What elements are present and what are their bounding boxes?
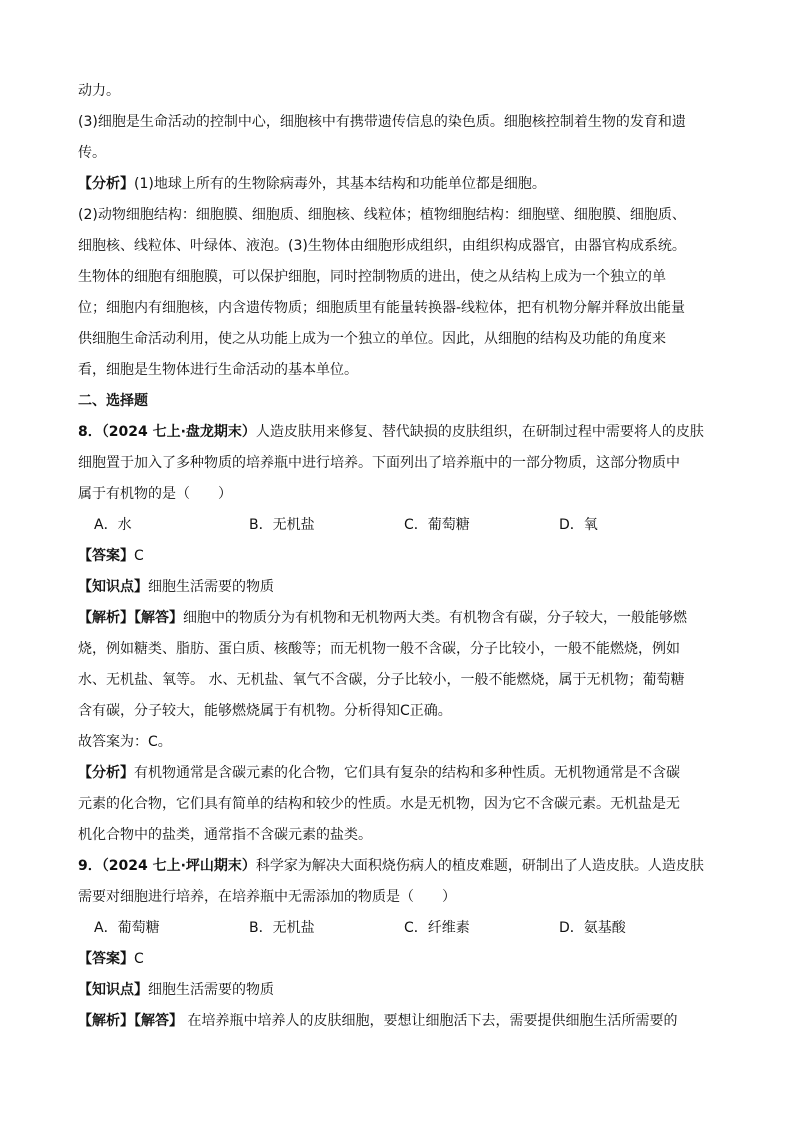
question-source: （2024 七上·坪山期末） <box>101 858 256 874</box>
option-a: A．葡萄糖 <box>94 920 160 936</box>
explanation-label: 【解析】【解答】 <box>78 610 183 626</box>
analysis-paragraph <box>78 758 718 789</box>
section-title: 二、选择题 <box>78 393 148 409</box>
option-b: B．无机盐 <box>249 517 315 533</box>
text-line: 传。 <box>78 145 106 161</box>
answer-label: 【答案】 <box>78 951 134 967</box>
option-d: D．氨基酸 <box>559 920 626 936</box>
text-line: 属于有机物的是（ ） <box>78 486 232 502</box>
final-answer: 故答案为：C。 <box>78 734 172 750</box>
text-line: 含有碳，分子较大，能够燃烧属于有机物。分析得知C正确。 <box>78 703 452 719</box>
question-source: （2024 七上·盘龙期末） <box>101 424 256 440</box>
text-span: 在培养瓶中培养人的皮肤细胞，要想让细胞活下去，需要提供细胞生活所需要的 <box>183 1013 678 1029</box>
analysis-label: 【分析】 <box>78 176 134 192</box>
answer-label: 【答案】 <box>78 548 134 564</box>
text-line: 需要对细胞进行培养，在培养瓶中无需添加的物质是（ ） <box>78 889 456 905</box>
text-span: (1)地球上所有的生物除病毒外，其基本结构和功能单位都是细胞。 <box>134 176 546 192</box>
text-line: 水、无机盐、氧等。 水、无机盐、氧气不含碳，分子比较小，一般不能燃烧，属于无机物；葡萄糖 <box>78 672 685 688</box>
answer-line <box>78 944 718 975</box>
question-number: 9． <box>78 858 102 874</box>
text-line: 机化合物中的盐类，通常指不含碳元素的盐类。 <box>78 827 372 843</box>
text-line: 位；细胞内有细胞核，内含遗传物质；细胞质里有能量转换器-线粒体，把有机物分解并释放出能量 <box>78 300 686 316</box>
answer-value: C <box>134 548 144 564</box>
analysis-label: 【分析】 <box>78 765 134 781</box>
option-c: C．葡萄糖 <box>404 517 470 533</box>
document-body <box>78 76 718 1037</box>
knowledge-point-value: 细胞生活需要的物质 <box>148 579 274 595</box>
option-a: A．水 <box>94 517 132 533</box>
explanation-paragraph <box>78 603 718 634</box>
analysis-paragraph <box>78 169 718 200</box>
question-8-stem <box>78 417 718 448</box>
text-span: 有机物通常是含碳元素的化合物，它们具有复杂的结构和多种性质。无机物通常是不含碳 <box>134 765 680 781</box>
knowledge-point-line <box>78 975 718 1006</box>
question-8-options <box>78 510 718 541</box>
text-line: (3)细胞是生命活动的控制中心，细胞核中有携带遗传信息的染色质。细胞核控制着生物的发育和遗 <box>78 114 686 130</box>
answer-value: C <box>134 951 144 967</box>
knowledge-point-line <box>78 572 718 603</box>
explanation-label: 【解析】【解答】 <box>78 1013 183 1029</box>
option-b: B．无机盐 <box>249 920 315 936</box>
answer-line <box>78 541 718 572</box>
text-line: 动力。 <box>78 83 120 99</box>
text-line: 烧，例如糖类、脂肪、蛋白质、核酸等；而无机物一般不含碳，分子比较小，一般不能燃烧，例如 <box>78 641 680 657</box>
text-span: 人造皮肤用来修复、替代缺损的皮肤组织，在研制过程中需要将人的皮肤 <box>255 424 704 440</box>
option-c: C．纤维素 <box>404 920 470 936</box>
option-d: D．氧 <box>559 517 598 533</box>
text-line: 元素的化合物，它们具有简单的结构和较少的性质。水是无机物，因为它不含碳元素。无机盐是无 <box>78 796 680 812</box>
text-line: 细胞核、线粒体、叶绿体、液泡。(3)生物体由细胞形成组织，由组织构成器官，由器官构成系统。 <box>78 238 686 254</box>
text-line: 看，细胞是生物体进行生命活动的基本单位。 <box>78 362 358 378</box>
text-line: 生物体的细胞有细胞膜，可以保护细胞，同时控制物质的进出，使之从结构上成为一个独立的单 <box>78 269 666 285</box>
question-number: 8． <box>78 424 102 440</box>
knowledge-point-label: 【知识点】 <box>78 982 148 998</box>
explanation-paragraph <box>78 1006 718 1037</box>
text-line: (2)动物细胞结构：细胞膜、细胞质、细胞核、线粒体；植物细胞结构：细胞壁、细胞膜、细胞质、 <box>78 207 686 223</box>
question-9-options <box>78 913 718 944</box>
text-span: 科学家为解决大面积烧伤病人的植皮难题，研制出了人造皮肤。人造皮肤 <box>255 858 704 874</box>
question-9-stem <box>78 851 718 882</box>
text-span: 细胞中的物质分为有机物和无机物两大类。有机物含有碳，分子较大，一般能够燃 <box>183 610 687 626</box>
knowledge-point-value: 细胞生活需要的物质 <box>148 982 274 998</box>
text-line: 供细胞生命活动利用，使之从功能上成为一个独立的单位。因此，从细胞的结构及功能的角度来 <box>78 331 666 347</box>
knowledge-point-label: 【知识点】 <box>78 579 148 595</box>
text-line: 细胞置于加入了多种物质的培养瓶中进行培养。下面列出了培养瓶中的一部分物质，这部分物质中 <box>78 455 680 471</box>
